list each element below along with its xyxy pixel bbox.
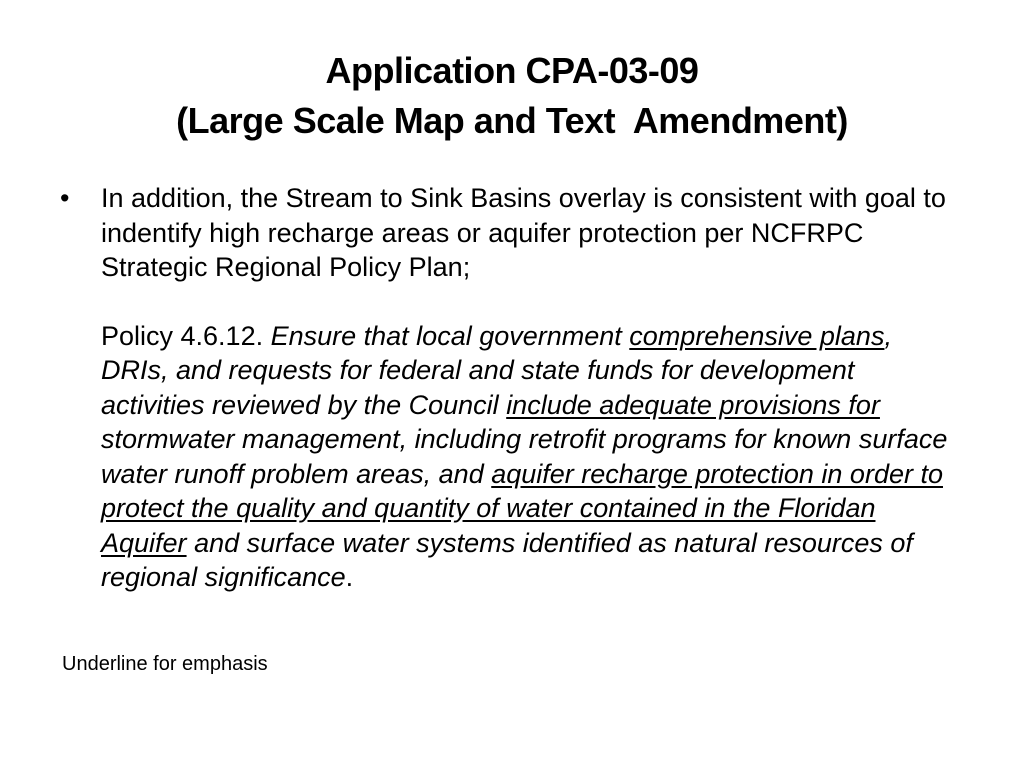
policy-text-4: and surface water systems identified as natural resources of regional significance xyxy=(101,527,913,592)
bullet-text: In addition, the Stream to Sink Basins overlay is consistent with goal to indentify high recharge areas or aquifer protection per NCFRPC Strategic Regional Policy Plan; xyxy=(101,183,946,282)
policy-period: . xyxy=(345,562,354,592)
bullet-paragraph xyxy=(60,181,960,285)
policy-quote xyxy=(60,319,960,595)
title-line-2: (Large Scale Map and Text Amendment) xyxy=(176,100,848,141)
title-line-1: Application CPA-03-09 xyxy=(325,50,699,91)
emphasis-note: Underline for emphasis xyxy=(62,653,268,675)
slide-body xyxy=(60,181,960,595)
policy-text-1: Ensure that local government xyxy=(270,320,630,351)
policy-text-3: stormwater management, including retrofit programs for known surface water runoff problem areas, and xyxy=(101,424,948,489)
slide-title xyxy=(60,46,964,146)
policy-emphasis-2: include adequate provisions for xyxy=(506,389,880,420)
policy-emphasis-3: aquifer recharge protection in order to protect the quality and quantity of water contained in the Floridan Aquifer xyxy=(101,458,943,558)
policy-label: Policy 4.6.12. xyxy=(101,320,271,351)
bullet-marker: • xyxy=(60,183,70,213)
policy-text-2: , DRIs, and requests for federal and state funds for development activities reviewed by the Council xyxy=(101,320,892,420)
policy-emphasis-1: comprehensive plans xyxy=(629,320,885,351)
